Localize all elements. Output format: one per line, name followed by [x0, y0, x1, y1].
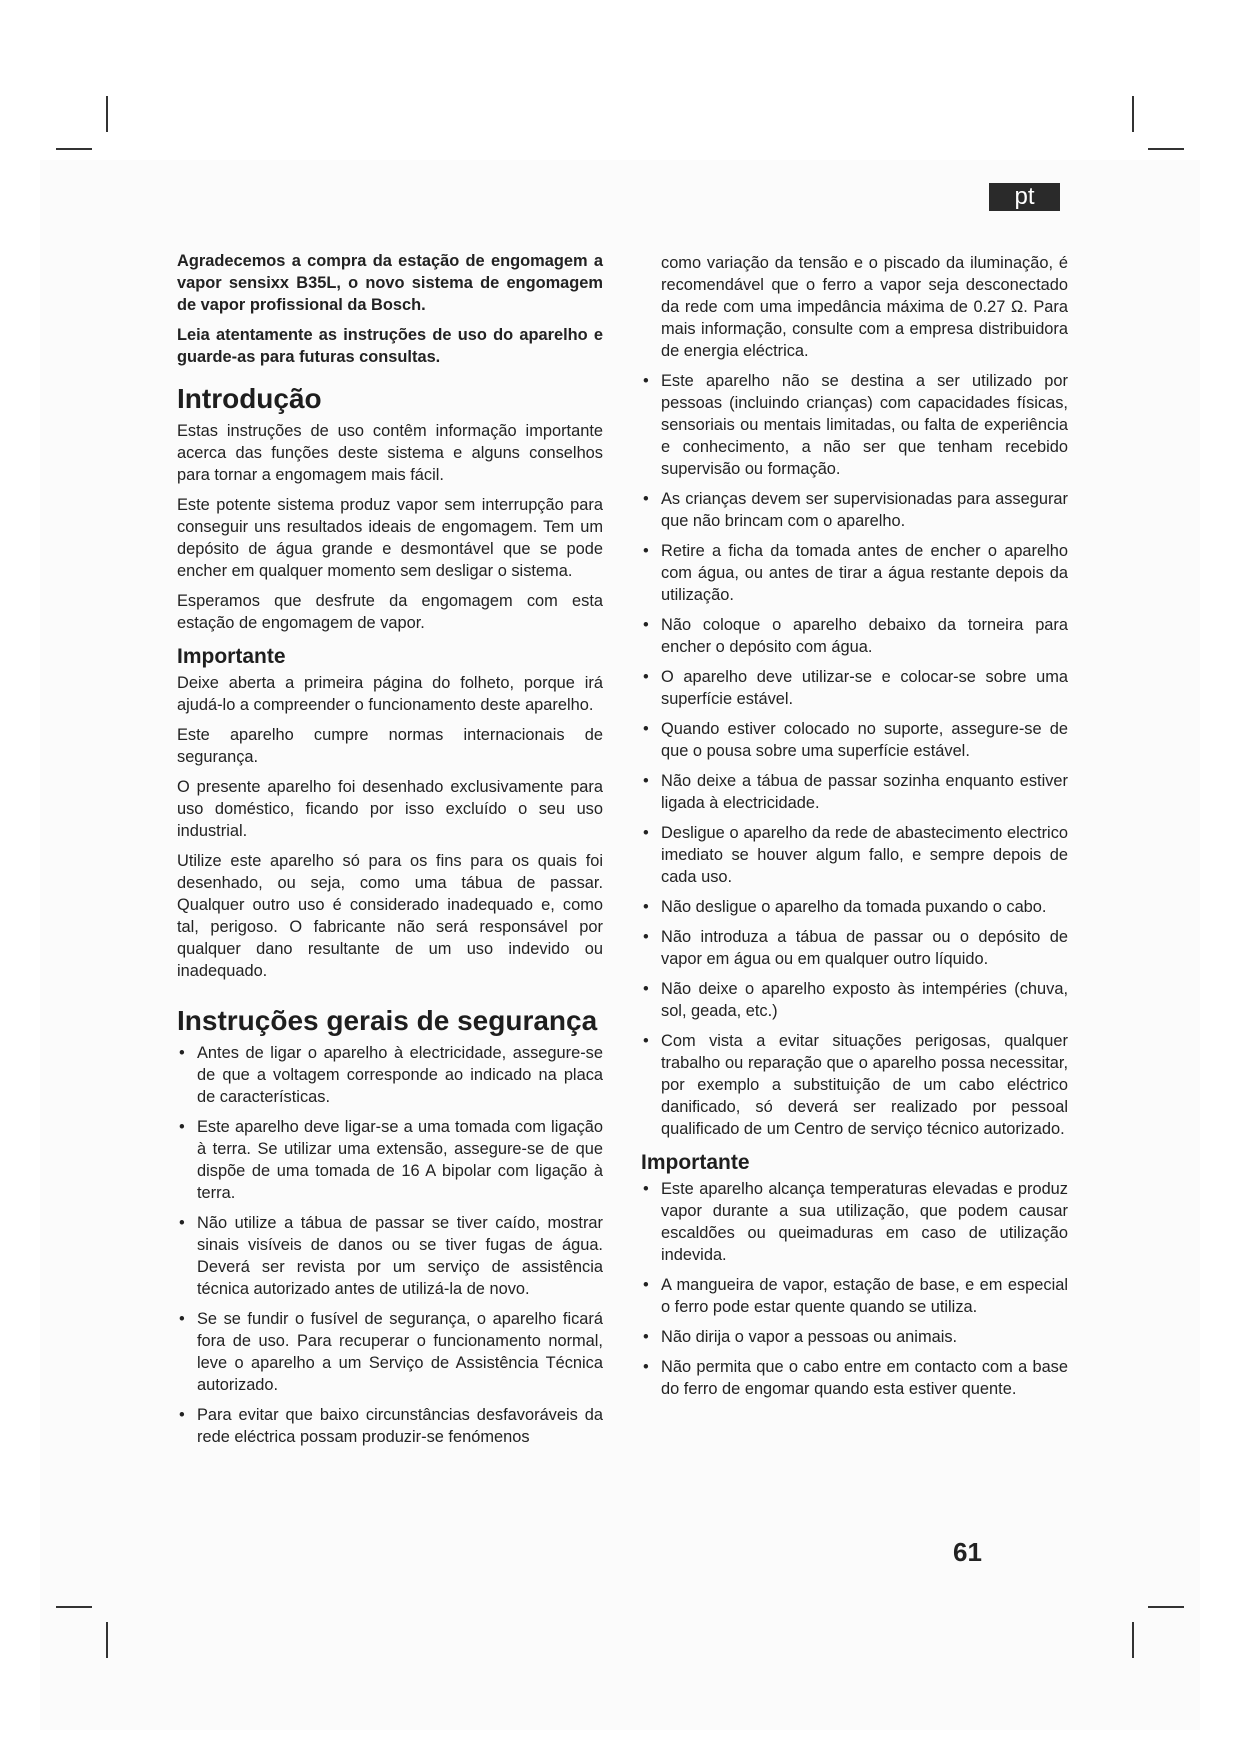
list-item: • Não deixe a tábua de passar sozinha enquanto estiver ligada à electricidade.	[643, 772, 1068, 812]
left-column	[177, 250, 603, 1456]
important-list	[641, 1178, 1068, 1400]
list-item: • Não introduza a tábua de passar ou o depósito de vapor em água ou em qualquer outro líquido.	[643, 928, 1068, 968]
crop-mark	[1132, 96, 1134, 132]
crop-mark	[106, 1622, 108, 1658]
list-item: • Não coloque o aparelho debaixo da torneira para encher o depósito com água.	[643, 616, 1068, 656]
heading-importante: Importante	[177, 645, 286, 668]
list-item: • Desligue o aparelho da rede de abastecimento electrico imediato se houver algum fallo, e sempre depois de cada uso.	[643, 824, 1068, 886]
crop-mark	[56, 1606, 92, 1608]
list-item: • Este aparelho não se destina a ser utilizado por pessoas (incluindo crianças) com capacidades físicas, sensoriais ou mentais limitadas, ou falta de experiência e conhecimento, a não ser que tenham recebido supervisão ou formação.	[643, 372, 1068, 478]
bullet-icon: •	[643, 898, 649, 916]
paragraph: Esperamos que desfrute da engomagem com esta estação de engomagem de vapor.	[177, 592, 603, 632]
intro-read-instructions: Leia atentamente as instruções de uso do aparelho e guarde-as para futuras consultas.	[177, 326, 603, 366]
bullet-icon: •	[643, 928, 649, 946]
paragraph: Utilize este aparelho só para os fins para os quais foi desenhado, ou seja, como uma tábua de passar. Qualquer outro uso é considerado inadequado e, como tal, perigoso. O fabricante não será responsável por qualquer dano resultante de um uso indevido ou inadequado.	[177, 852, 603, 980]
bullet-icon: •	[179, 1044, 185, 1062]
list-item: • Não deixe o aparelho exposto às intempéries (chuva, sol, geada, etc.)	[643, 980, 1068, 1020]
list-item: • Para evitar que baixo circunstâncias desfavoráveis da rede eléctrica possam produzir-se fenómenos	[179, 1406, 603, 1446]
list-item: • Com vista a evitar situações perigosas, qualquer trabalho ou reparação que o aparelho possa necessitar, por exemplo a substituição de um cabo eléctrico danificado, só deverá ser realizado por pessoal qualificado de um Centro de serviço técnico autorizado.	[643, 1032, 1068, 1138]
paragraph: Deixe aberta a primeira página do folheto, porque irá ajudá-lo a compreender o funcionamento deste aparelho.	[177, 674, 603, 714]
list-item: • Se se fundir o fusível de segurança, o aparelho ficará fora de uso. Para recuperar o funcionamento normal, leve o aparelho a um Serviço de Assistência Técnica autorizado.	[179, 1310, 603, 1394]
continuation-paragraph: como variação da tensão e o piscado da iluminação, é recomendável que o ferro a vapor seja desconectado da rede com uma impedância máxima de 0.27 Ω. Para mais informação, consulte com a empresa distribuidora de energia eléctrica.	[661, 254, 1068, 360]
bullet-icon: •	[179, 1214, 185, 1232]
heading-introducao: Introdução	[177, 383, 322, 414]
bullet-icon: •	[179, 1406, 185, 1424]
bullet-icon: •	[643, 1180, 649, 1198]
list-item: • Quando estiver colocado no suporte, assegure-se de que o pousa sobre uma superfície estável.	[643, 720, 1068, 760]
heading-importante-2: Importante	[641, 1151, 750, 1174]
paragraph: Este potente sistema produz vapor sem interrupção para conseguir uns resultados ideais de engomagem. Tem um depósito de água grande e desmontável que se pode encher em qualquer momento sem desligar o sistema.	[177, 496, 603, 580]
paragraph: O presente aparelho foi desenhado exclusivamente para uso doméstico, ficando por isso excluído o seu uso industrial.	[177, 778, 603, 840]
heading-seguranca: Instruções gerais de segurança	[177, 1005, 598, 1036]
crop-mark	[106, 96, 108, 132]
bullet-icon: •	[643, 1276, 649, 1294]
list-item: • Este aparelho deve ligar-se a uma tomada com ligação à terra. Se utilizar uma extensão, assegure-se de que dispõe de uma tomada de 16 A bipolar com ligação à terra.	[179, 1118, 603, 1202]
list-item: • Não desligue o aparelho da tomada puxando o cabo.	[643, 898, 1047, 916]
bullet-icon: •	[643, 616, 649, 634]
list-item: • Não dirija o vapor a pessoas ou animais.	[643, 1328, 958, 1346]
bullet-icon: •	[643, 772, 649, 790]
bullet-icon: •	[643, 490, 649, 508]
bullet-icon: •	[643, 1032, 649, 1050]
bullet-icon: •	[179, 1118, 185, 1136]
list-item: • O aparelho deve utilizar-se e colocar-se sobre uma superfície estável.	[643, 668, 1068, 708]
language-tag: pt	[989, 183, 1060, 211]
list-item: • Não permita que o cabo entre em contacto com a base do ferro de engomar quando esta estiver quente.	[643, 1358, 1068, 1398]
list-item: • A mangueira de vapor, estação de base, e em especial o ferro pode estar quente quando se utiliza.	[643, 1276, 1068, 1316]
crop-mark	[56, 148, 92, 150]
crop-mark	[1132, 1622, 1134, 1658]
safety-list	[177, 1042, 603, 1448]
bullet-icon: •	[643, 1358, 649, 1376]
right-column	[641, 252, 1068, 1408]
list-item: • Retire a ficha da tomada antes de encher o aparelho com água, ou antes de tirar a água restante depois da utilização.	[643, 542, 1068, 604]
paragraph: Estas instruções de uso contêm informação importante acerca das funções deste sistema e alguns conselhos para tornar a engomagem mais fácil.	[177, 422, 603, 484]
bullet-icon: •	[643, 668, 649, 686]
crop-mark	[1148, 148, 1184, 150]
bullet-icon: •	[643, 372, 649, 390]
bullet-icon: •	[643, 980, 649, 998]
bullet-icon: •	[643, 542, 649, 560]
bullet-icon: •	[643, 720, 649, 738]
bullet-icon: •	[643, 824, 649, 842]
paragraph: Este aparelho cumpre normas internacionais de segurança.	[177, 726, 603, 766]
list-item: • Este aparelho alcança temperaturas elevadas e produz vapor durante a sua utilização, que podem causar escaldões ou queimaduras em caso de utilização indevida.	[643, 1180, 1068, 1264]
crop-mark	[1148, 1606, 1184, 1608]
safety-list-continued	[641, 370, 1068, 1140]
bullet-icon: •	[179, 1310, 185, 1328]
bullet-icon: •	[643, 1328, 649, 1346]
list-item: • Antes de ligar o aparelho à electricidade, assegure-se de que a voltagem corresponde ao indicado na placa de características.	[179, 1044, 603, 1106]
list-item: • Não utilize a tábua de passar se tiver caído, mostrar sinais visíveis de danos ou se tiver fugas de água. Deverá ser revista por um serviço de assistência técnica autorizado antes de utilizá-la de novo.	[179, 1214, 603, 1298]
page-number: 61	[953, 1537, 982, 1567]
list-item: • As crianças devem ser supervisionadas para assegurar que não brincam com o aparelho.	[643, 490, 1068, 530]
intro-thanks: Agradecemos a compra da estação de engomagem a vapor sensixx B35L, o novo sistema de engomagem de vapor profissional da Bosch.	[177, 252, 603, 314]
